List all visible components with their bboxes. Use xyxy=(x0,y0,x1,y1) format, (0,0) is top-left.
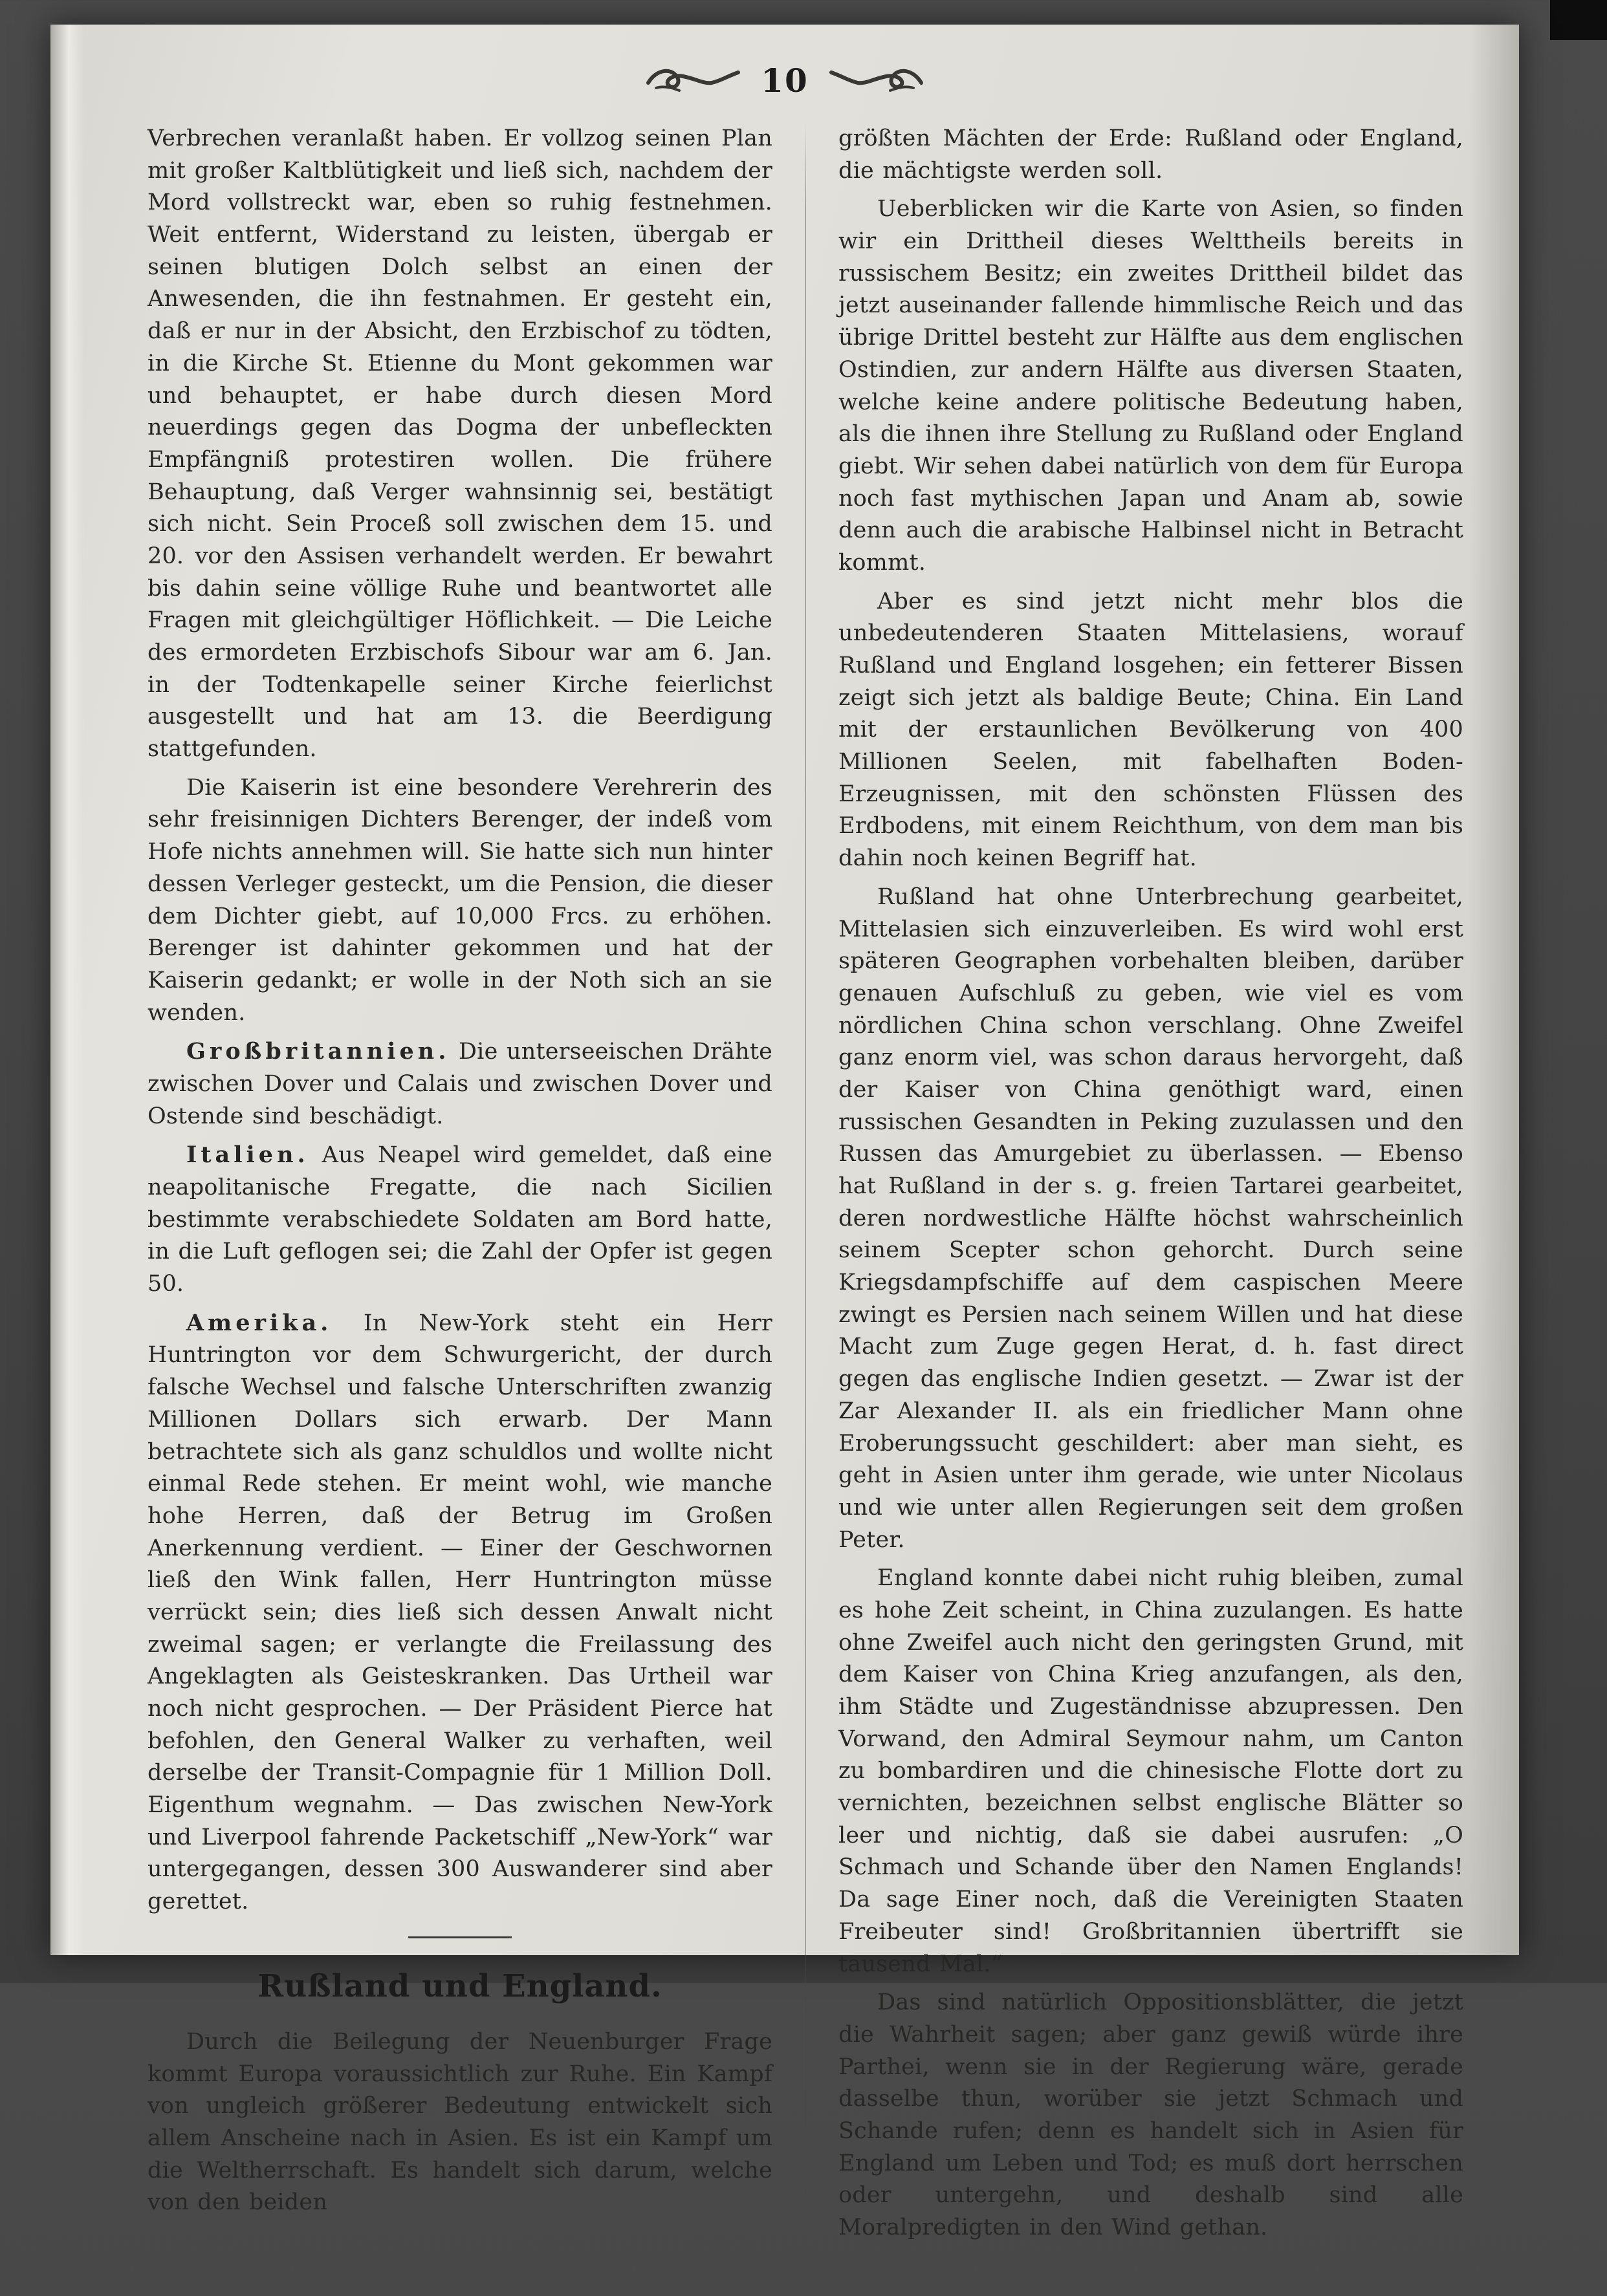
paragraph: Amerika. In New-York steht ein Herr Huntrington vor dem Schwurgericht, der durch falsche Wechsel und falsche Unterschriften zwanzig Millionen Dollars sich erwarb. Der Mann betrachtete sich als ganz schuldlos und wollte nicht einmal Rede stehen. Er meint wohl, wie manche hohe Herren, daß der Betrug im Großen Anerkennung verdient. — Einer der Geschwornen ließ den Wink fallen, Herr Huntrington müsse verrückt sein; dies ließ sich dessen Anwalt nicht zweimal sagen; er verlangte die Freilassung des Angeklagten als Geisteskranken. Das Urtheil war noch nicht gesprochen. — Der Präsident Pierce hat befohlen, den General Walker zu verhaften, weil derselbe der Transit-Compagnie für 1 Million Doll. Eigenthum wegnahm. — Das zwischen New-York und Liverpool fahrende Packetschiff „New-York“ war untergegangen, dessen 300 Auswanderer sind aber gerettet. xyxy=(148,1309,772,1915)
paragraph: Durch die Beilegung der Neuenburger Frage kommt Europa voraussichtlich zur Ruhe. Ein Kampf von ungleich größerer Bedeutung entwickelt sich allem Anscheine nach in Asien. Es ist ein Kampf um die Weltherrschaft. Es handelt sich darum, welche von den beiden xyxy=(148,2028,772,2216)
paragraph: Die Kaiserin ist eine besondere Verehrerin des sehr freisinnigen Dichters Berenger, der indeß vom Hofe nichts annehmen will. Sie hatte sich nun hinter dessen Verleger gesteckt, um die Pension, die dieser dem Dichter giebt, auf 10,000 Frcs. zu erhöhen. Berenger ist dahinter gekommen und hat der Kaiserin gedankt; er wolle in der Noth sich an sie wenden. xyxy=(148,774,772,1026)
paragraph: Großbritannien. Die unterseeischen Drähte zwischen Dover und Calais und zwischen Dover und Ostende sind beschädigt. xyxy=(148,1038,772,1129)
paragraph: Rußland hat ohne Unterbrechung gearbeitet, Mittelasien sich einzuverleiben. Es wird wohl erst späteren Geographen vorbehalten bleiben, darüber genauen Aufschluß zu geben, wie viel es vom nördlichen China schon verschlang. Ohne Zweifel ganz enorm viel, was schon daraus hervorgeht, daß der Kaiser von China genöthigt ward, einen russischen Gesandten in Peking zuzulassen und den Russen das Amurgebiet zu überlassen. — Ebenso hat Rußland in der s. g. freien Tartarei gearbeitet, deren nordwestliche Hälfte höchst wahrscheinlich seinem Scepter schon gehorcht. Durch seine Kriegsdampfschiffe auf dem caspischen Meere zwingt es Persien nach seinem Willen und hat diese Macht zum Zuge gegen Herat, d. h. fast direct gegen das englische Indien gesetzt. — Zwar ist der Zar Alexander II. als ein friedlicher Mann ohne Eroberungssucht geschildert: aber man sieht, es geht in Asien unter ihm gerade, wie unter Nicolaus und wie unter allen Regierungen seit dem großen Peter. xyxy=(838,883,1463,1553)
page-header xyxy=(50,25,1519,100)
topic-lead: Amerika. xyxy=(186,1309,333,1336)
page-number: 10 xyxy=(761,61,809,100)
paragraph: Aber es sind jetzt nicht mehr blos die unbedeutenderen Staaten Mittelasiens, worauf Rußland und England losgehen; ein fetterer Bissen zeigt sich jetzt als baldige Beute; China. Ein Land mit der erstaunlichen Bevölkerung von 400 Millionen Seelen, mit fabelhaften Boden-Erzeugnissen, mit den schönsten Flüssen des Erdbodens, mit einem Reichthum, von dem man bis dahin noch keinen Begriff hat. xyxy=(838,588,1463,872)
flourish-right-icon xyxy=(828,66,925,96)
paragraph: England konnte dabei nicht ruhig bleiben, zumal es hohe Zeit scheint, in China zuzulangen. Es hatte ohne Zweifel auch nicht den geringsten Grund, mit dem Kaiser von China Krieg anzufangen, als den, ihm Städte und Zugeständnisse abzupressen. Den Vorwand, den Admiral Seymour nahm, um Canton zu bombardiren und die chinesische Flotte dort zu vernichten, bezeichnen selbst englische Blätter so leer und nichtig, daß sie dabei ausrufen: „O Schmach und Schande über den Namen Englands! Da sage Einer noch, daß die Vereinigten Staaten Freibeuter sind! Großbritannien übertrifft sie tausend Mal.“ xyxy=(838,1565,1463,1977)
right-column xyxy=(806,123,1463,2251)
paragraph: Italien. Aus Neapel wird gemeldet, daß eine neapolitanische Fregatte, die nach Sicilien bestimmte verabschiedete Soldaten am Bord hatte, in die Luft geflogen sei; die Zahl der Opfer ist gegen 50. xyxy=(148,1142,772,1297)
section-rule xyxy=(408,1936,512,1938)
paragraph: Ueberblicken wir die Karte von Asien, so finden wir ein Drittheil dieses Welttheils bereits in russischem Besitz; ein zweites Drittheil bildet das jetzt auseinander fallende himmlische Reich und das übrige Drittel besteht zur Hälfte aus dem englischen Ostindien, zur andern Hälfte aus diversen Staaten, welche keine andere politische Bedeutung haben, als die ihnen ihre Stellung zu Rußland oder England giebt. Wir sehen dabei natürlich von dem für Europa noch fast mythischen Japan und Anam ab, sowie denn auch die arabische Halbinsel nicht in Betracht kommt. xyxy=(838,196,1463,576)
topic-lead: Großbritannien. xyxy=(186,1038,450,1065)
flourish-left-icon xyxy=(644,66,741,96)
columns-container xyxy=(50,97,1519,2296)
topic-lead: Italien. xyxy=(186,1142,309,1169)
article-heading: Rußland und England. xyxy=(257,1967,662,2004)
left-column xyxy=(148,123,805,2251)
newspaper-page xyxy=(50,25,1519,2240)
scan-corner-mark xyxy=(1550,0,1607,40)
paragraph: Verbrechen veranlaßt haben. Er vollzog seinen Plan mit großer Kaltblütigkeit und ließ sich, nachdem der Mord vollstreckt war, eben so ruhig festnehmen. Weit entfernt, Widerstand zu leisten, übergab er seinen blutigen Dolch selbst an einen der Anwesenden, die ihn festnahmen. Er gesteht ein, daß er nur in der Absicht, den Erzbischof zu tödten, in die Kirche St. Etienne du Mont gekommen war und behauptet, er habe durch diesen Mord neuerdings gegen das Dogma der unbefleckten Empfängniß protestiren wollen. Die frühere Behauptung, daß Verger wahnsinnig sei, bestätigt sich nicht. Sein Proceß soll zwischen dem 15. und 20. vor den Assisen verhandelt werden. Er bewahrt bis dahin seine völlige Ruhe und beantwortet alle Fragen mit gleichgültiger Höflichkeit. — Die Leiche des ermordeten Erzbischofs Sibour war am 6. Jan. in der Todtenkapelle seiner Kirche feierlichst ausgestellt und hat am 13. die Beerdigung stattgefunden. xyxy=(148,125,772,763)
paragraph: Das sind natürlich Oppositionsblätter, die jetzt die Wahrheit sagen; aber ganz gewiß würde ihre Parthei, wenn sie in der Regierung wäre, gerade dasselbe thun, worüber sie jetzt Schmach und Schande rufen; denn es handelt sich in Asien für England um Leben und Tod; es muß dort herrschen oder untergehn, und deshalb sind alle Moralpredigten in den Wind gethan. xyxy=(838,1989,1463,2240)
paragraph: größten Mächten der Erde: Rußland oder England, die mächtigste werden soll. xyxy=(838,125,1463,184)
